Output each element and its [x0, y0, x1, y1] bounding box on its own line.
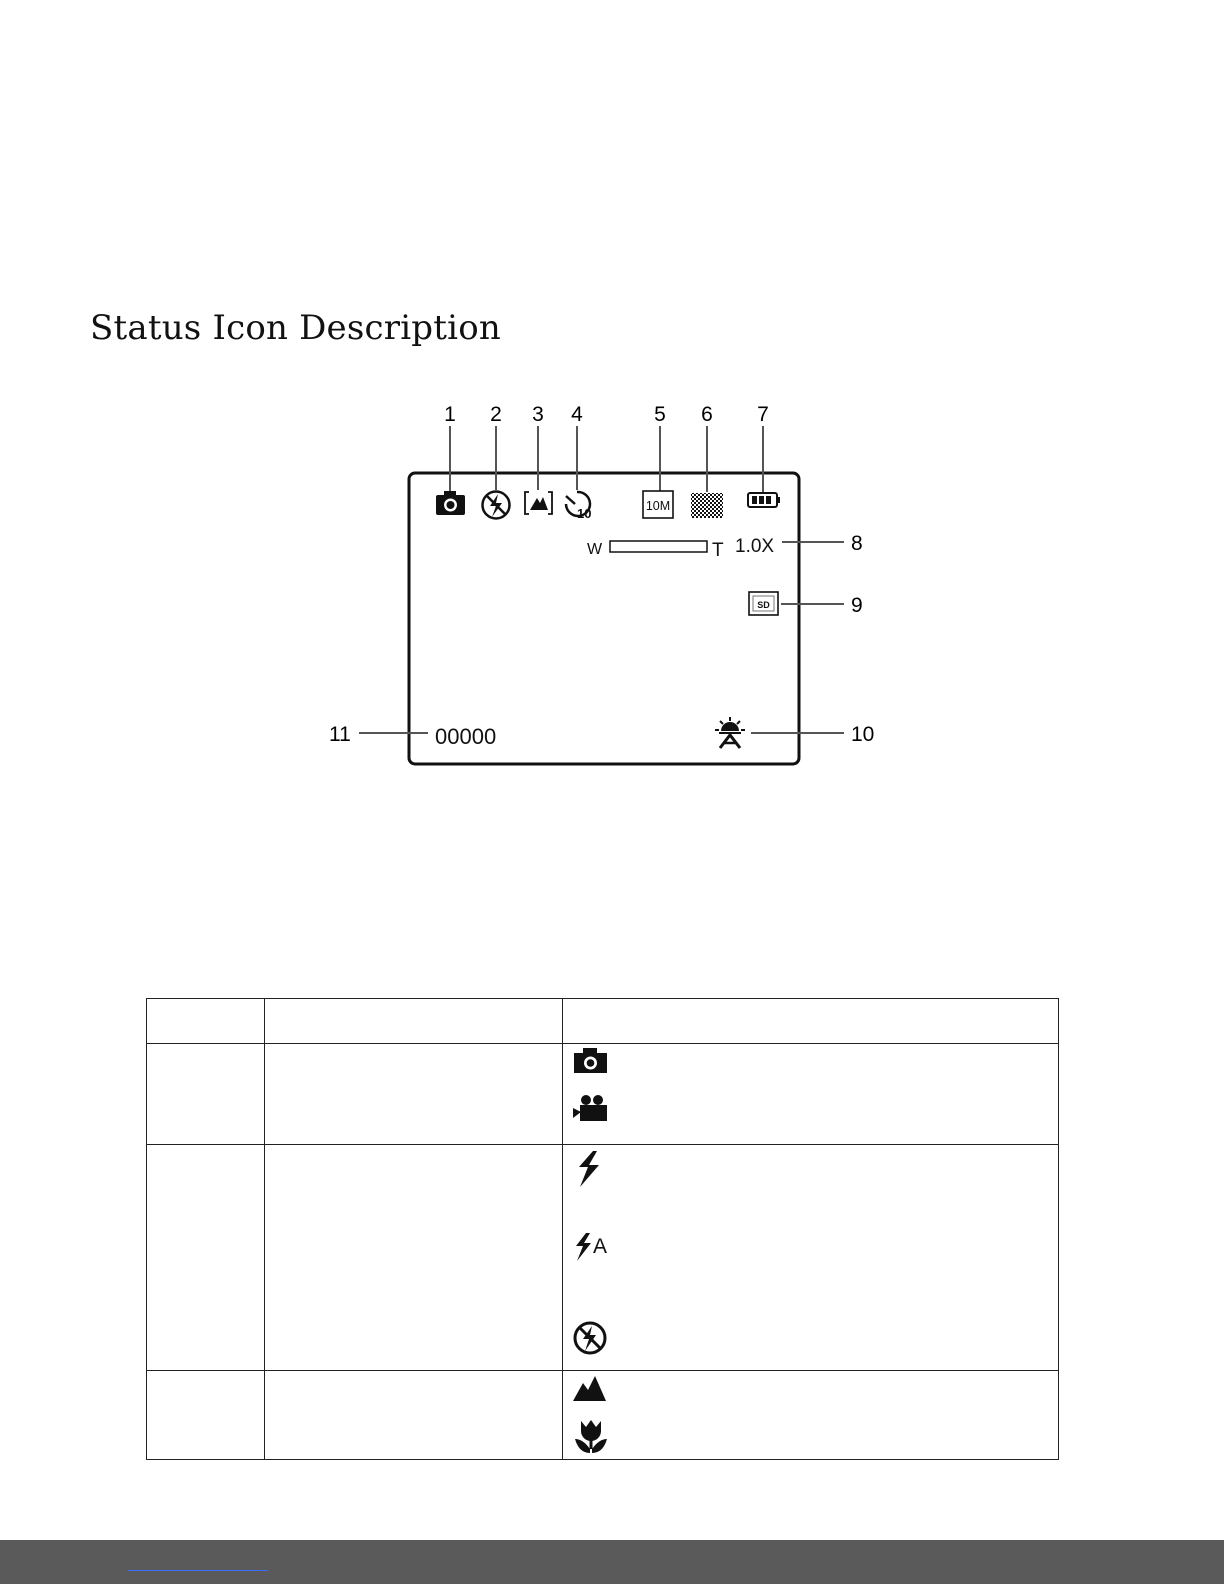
self-timer-label: 10 [577, 506, 592, 521]
landscape-icon [573, 1373, 607, 1403]
table-cell [563, 1145, 1059, 1371]
battery-icon [748, 493, 780, 507]
table-cell [147, 1371, 265, 1460]
table-cell [147, 999, 265, 1044]
flash-off-icon [573, 1321, 607, 1355]
flash-auto-icon [573, 1233, 607, 1263]
table-row [147, 1371, 1059, 1460]
footer-bar [0, 1540, 1224, 1584]
callout-7: 7 [757, 403, 769, 426]
table-cell [265, 1145, 563, 1371]
landscape-focus-icon [525, 492, 552, 514]
callout-6: 6 [701, 403, 713, 426]
footer-link[interactable] [128, 1570, 268, 1571]
quality-icon [691, 493, 723, 518]
flash-auto-label: A [593, 1235, 608, 1258]
zoom-tele-label: T [712, 540, 724, 561]
macro-icon [573, 1419, 609, 1455]
self-timer-icon [566, 492, 591, 521]
flash-off-icon [483, 492, 510, 519]
table-cell [265, 999, 563, 1044]
zoom-value: 1.0X [735, 536, 775, 557]
callout-3: 3 [532, 403, 544, 426]
sd-card-icon [749, 592, 778, 615]
shot-counter: 00000 [435, 724, 497, 749]
callout-9: 9 [851, 594, 863, 617]
camera-icon [573, 1048, 609, 1074]
video-camera-icon [573, 1094, 609, 1122]
table-cell [147, 1145, 265, 1371]
table-cell [563, 1371, 1059, 1460]
table-row [147, 1044, 1059, 1145]
callout-8: 8 [851, 532, 863, 555]
table-cell [563, 999, 1059, 1044]
resolution-icon [643, 491, 673, 518]
callout-2: 2 [490, 403, 502, 426]
callout-5: 5 [654, 403, 666, 426]
table-cell [265, 1044, 563, 1145]
zoom-wide-label: W [587, 541, 603, 558]
flash-on-icon [573, 1233, 593, 1261]
flash-on-icon [573, 1151, 603, 1187]
table-header-row [147, 999, 1059, 1044]
table-cell [147, 1044, 265, 1145]
callout-10: 10 [851, 723, 875, 746]
page-title: Status Icon Description [90, 308, 501, 348]
callout-4: 4 [571, 403, 583, 426]
icon-description-table [146, 998, 1059, 1460]
sd-card-label: SD [757, 600, 770, 610]
white-balance-auto-icon [715, 717, 745, 748]
table-cell [563, 1044, 1059, 1145]
callout-11: 11 [329, 723, 351, 746]
zoom-bar [610, 541, 707, 552]
table-cell [265, 1371, 563, 1460]
camera-icon [436, 491, 465, 515]
lcd-screen-frame [409, 473, 799, 764]
callout-1: 1 [444, 403, 456, 426]
table-row [147, 1145, 1059, 1371]
resolution-label: 10M [645, 499, 671, 513]
